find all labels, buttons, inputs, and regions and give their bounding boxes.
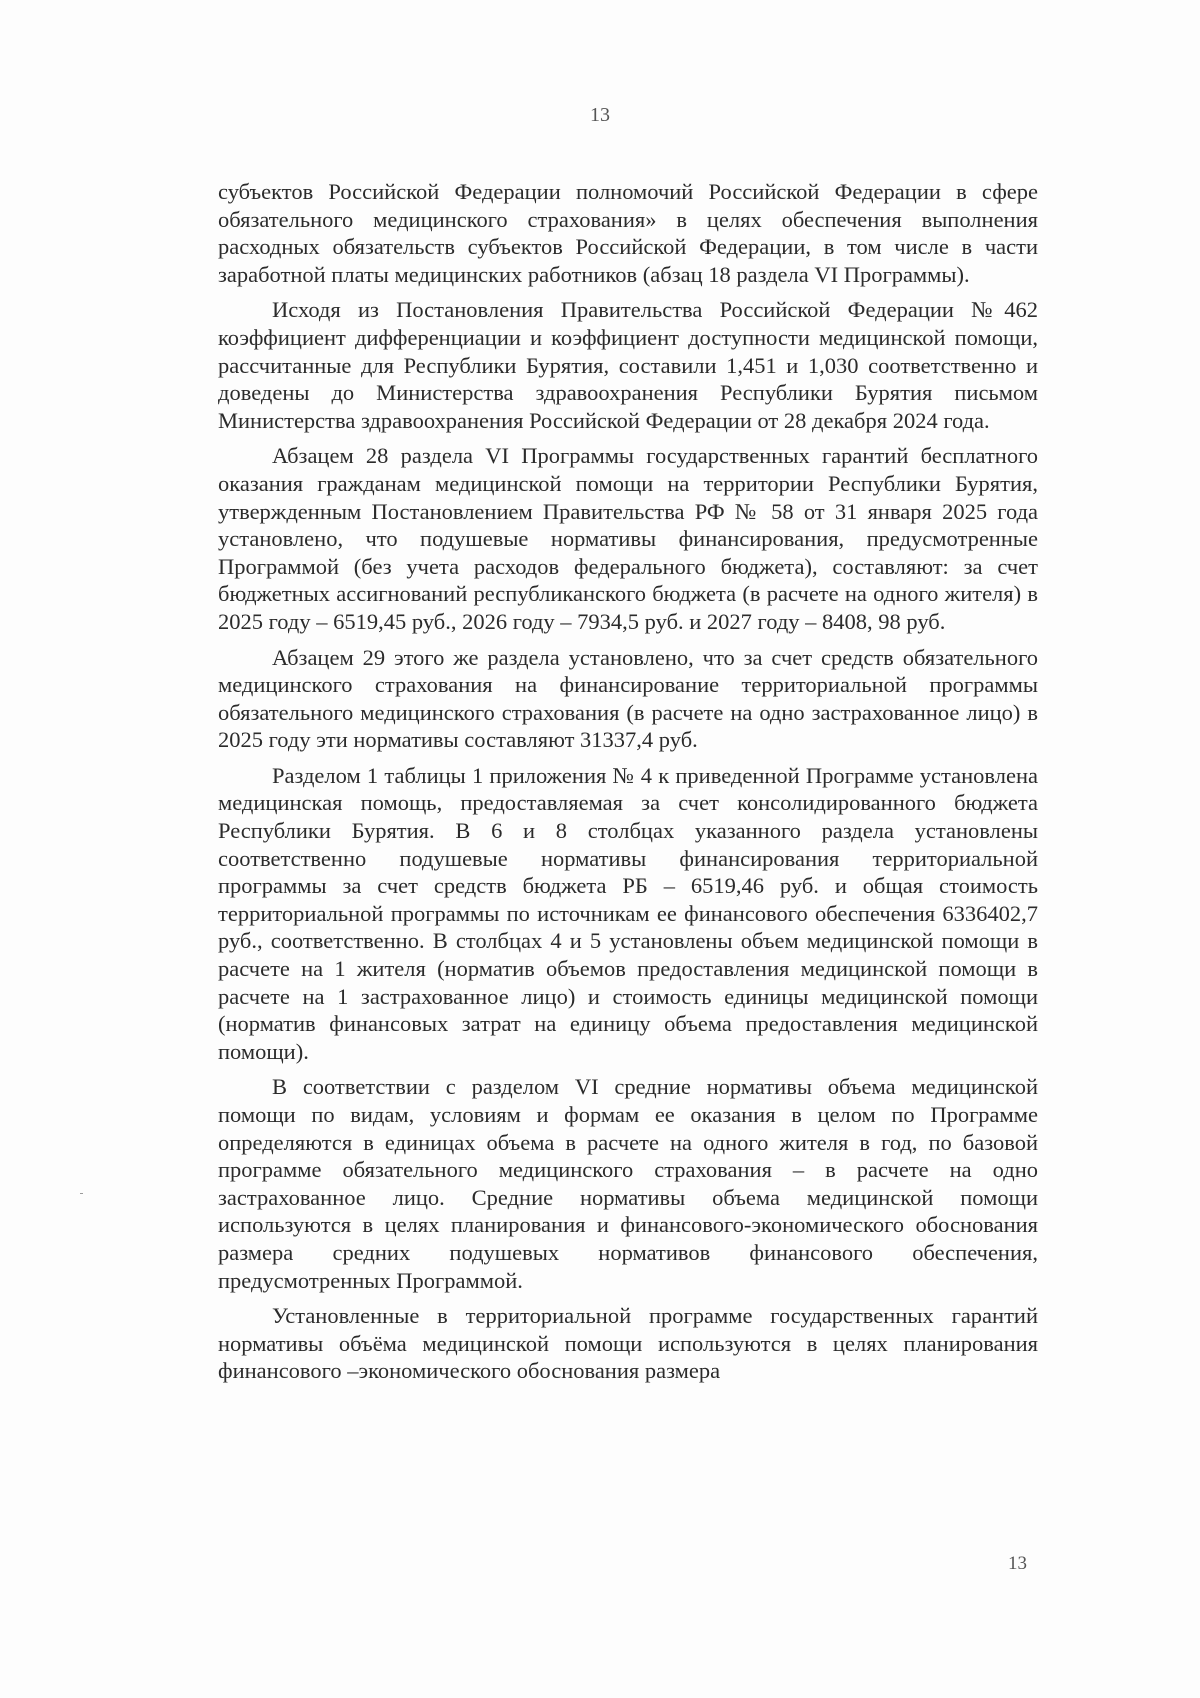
page-number-footer: 13: [1008, 1553, 1027, 1574]
scan-artifact: [80, 1193, 83, 1194]
paragraph: Абзацем 28 раздела VI Программы государственных гарантий бесплатного оказания гражданам медицинской помощи на территории Республики Бурятия, утвержденным Постановлением Правительства РФ № 58 от 31 января 2025 года установлено, что подушевые нормативы финансирования, предусмотренные Программой (без учета расходов федерального бюджета), составляют: за счет бюджетных ассигнований республиканского бюджета (в расчете на одного жителя) в 2025 году – 6519,45 руб., 2026 году – 7934,5 руб. и 2027 году – 8408, 98 руб.: [218, 443, 1038, 634]
paragraph: Установленные в территориальной программе государственных гарантий нормативы объёма медицинской помощи используются в целях планирования финансового –экономического обоснования размера: [218, 1303, 1038, 1384]
paragraph: Абзацем 29 этого же раздела установлено, что за счет средств обязательного медицинского страхования на финансирование территориальной программы обязательного медицинского страхования (в расчете на одно застрахованное лицо) в 2025 году эти нормативы составляют 31337,4 руб.: [218, 644, 1038, 753]
paragraph: Разделом 1 таблицы 1 приложения № 4 к приведенной Программе установлена медицинская помощь, предоставляемая за счет консолидированного бюджета Республики Бурятия. В 6 и 8 столбцах указанного раздела установлены соответственно подушевые нормативы финансирования территориальной программы за счет средств бюджета РБ – 6519,46 руб. и общая стоимость территориальной программы по источникам ее финансового обеспечения 6336402,7 руб., соответственно. В столбцах 4 и 5 установлены объем медицинской помощи в расчете на 1 жителя (норматив объемов предоставления медицинской помощи в расчете на 1 застрахованное лицо) и стоимость единицы медицинской помощи (норматив финансовых затрат на единицу объема предоставления медицинской помощи).: [218, 762, 1038, 1064]
paragraph: Исходя из Постановления Правительства Российской Федерации №462 коэффициент дифференциации и коэффициент доступности медицинской помощи, рассчитанные для Республики Бурятия, составили 1,451 и 1,030 соответственно и доведены до Министерства здравоохранения Республики Бурятия письмом Министерства здравоохранения Российской Федерации от 28 декабря 2024 года.: [218, 297, 1038, 433]
page-number-header: 13: [590, 104, 610, 126]
document-body: [218, 178, 1038, 1393]
paragraph: В соответствии с разделом VI средние нормативы объема медицинской помощи по видам, условиям и формам ее оказания в целом по Программе определяются в единицах объема в расчете на одного жителя в год, по базовой программе обязательного медицинского страхования – в расчете на одно застрахованное лицо. Средние нормативы объема медицинской помощи используются в целях планирования и финансового-экономического обоснования размера средних подушевых нормативов финансового обеспечения, предусмотренных Программой.: [218, 1074, 1038, 1293]
paragraph: субъектов Российской Федерации полномочий Российской Федерации в сфере обязательного медицинского страхования» в целях обеспечения выполнения расходных обязательств субъектов Российской Федерации, в том числе в части заработной платы медицинских работников (абзац 18 раздела VI Программы).: [218, 179, 1038, 287]
